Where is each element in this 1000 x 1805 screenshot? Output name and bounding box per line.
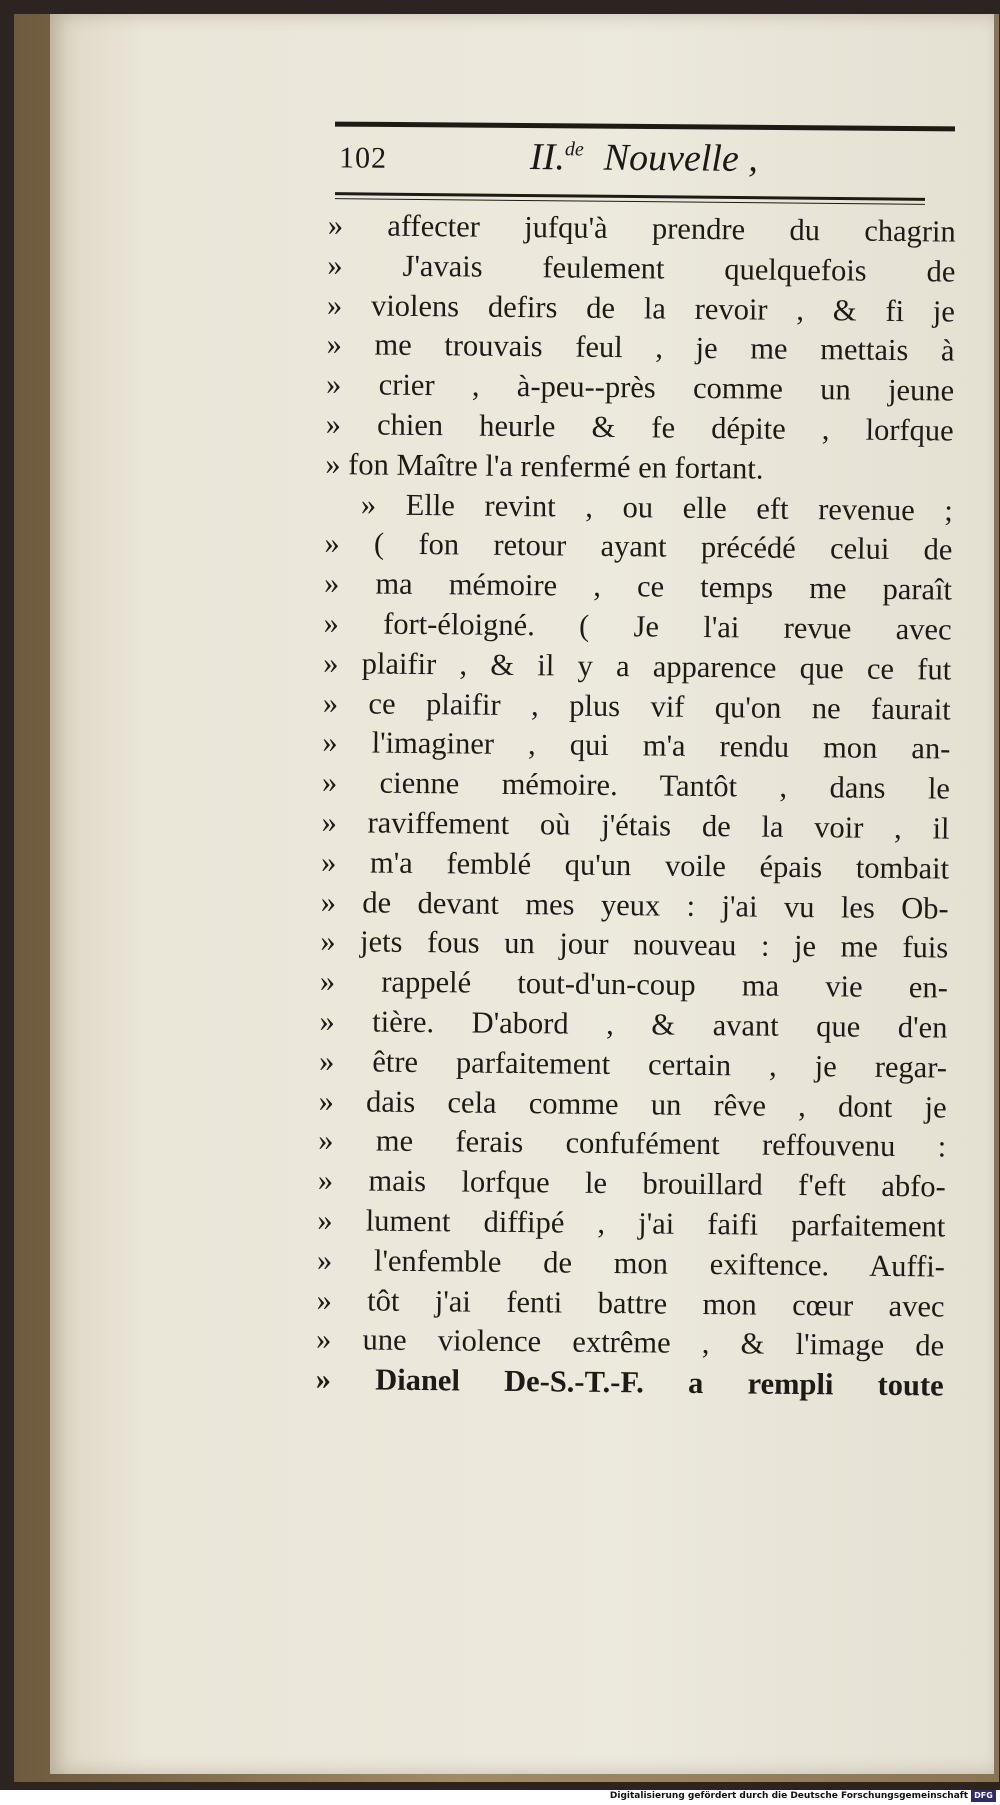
text-line: » une violence extrême , & l'image de: [315, 1322, 945, 1363]
text-line: » ma mémoire , ce temps me paraît: [323, 566, 953, 607]
text-line: » plaifir , & il y a apparence que ce fut: [323, 645, 952, 687]
text-line: » cienne mémoire. Tantôt , dans le: [321, 765, 951, 806]
dfg-logo: DFG: [971, 1790, 996, 1802]
text-line: » fort-éloigné. ( Je l'ai revue avec: [323, 605, 952, 647]
text-line: » de devant mes yeux : j'ai vu les Ob-: [320, 884, 949, 926]
text-line: » dais cela comme un rêve , dont je: [318, 1083, 947, 1125]
running-header: [335, 133, 955, 190]
text-line: » me trouvais feul , je me mettais à: [326, 327, 955, 368]
text-line: » être parfaitement certain , je regar-: [318, 1043, 948, 1085]
body-text: [315, 206, 955, 1406]
running-title-word: Nouvelle ,: [603, 136, 758, 180]
text-line: » jets fous un jour nouveau : je me fuis: [320, 924, 949, 965]
text-line: » crier , à-peu--près comme un jeune: [325, 367, 955, 408]
text-line: » rappelé tout-d'un-coup ma vie en-: [319, 964, 949, 1005]
text-line: » mais lorfque le brouillard f'eft abfo-: [317, 1163, 946, 1204]
text-line: » l'imaginer , qui m'a rendu mon an-: [322, 725, 951, 766]
text-line: » Dianel De-S.-T.-F. a rempli toute: [315, 1362, 944, 1403]
page-number: 102: [338, 141, 388, 175]
text-line: » ce plaifir , plus vif qu'on ne faurait: [322, 685, 951, 727]
text-line: » m'a femblé qu'un voile épais tombait: [320, 844, 950, 886]
text-line: » fon Maître l'a renfermé en fortant.: [325, 446, 764, 486]
text-line: » chien heurle & fe dépite , lorfque: [325, 406, 954, 448]
text-line: » ( fon retour ayant précédé celui de: [324, 526, 953, 567]
text-line: » tière. D'abord , & avant que d'en: [319, 1003, 948, 1045]
text-line: » violens defirs de la revoir , & fi je: [326, 287, 956, 329]
text-line: » lument diffipé , j'ai faifi parfaitement: [317, 1202, 946, 1244]
text-line: » J'avais feulement quelquefois de: [327, 247, 956, 289]
running-title: [530, 135, 758, 181]
running-title-superscript: de: [564, 138, 584, 161]
text-line: » raviffement où j'étais de la voir , il: [321, 804, 950, 846]
digitization-credit: Digitalisierung gefördert durch die Deutsche Forschungsgemeinschaft: [609, 1791, 968, 1801]
running-title-numeral: II.: [529, 135, 566, 179]
text-line: » me ferais confufément reffouvenu :: [318, 1123, 947, 1164]
text-line: » tôt j'ai fenti battre mon cœur avec: [316, 1282, 945, 1324]
text-line: » Elle revint , ou elle eft revenue ;: [360, 486, 954, 528]
text-line: » l'enfemble de mon exiftence. Auffi-: [316, 1242, 946, 1284]
text-line: » affecter jufqu'à prendre du chagrin: [327, 207, 956, 249]
